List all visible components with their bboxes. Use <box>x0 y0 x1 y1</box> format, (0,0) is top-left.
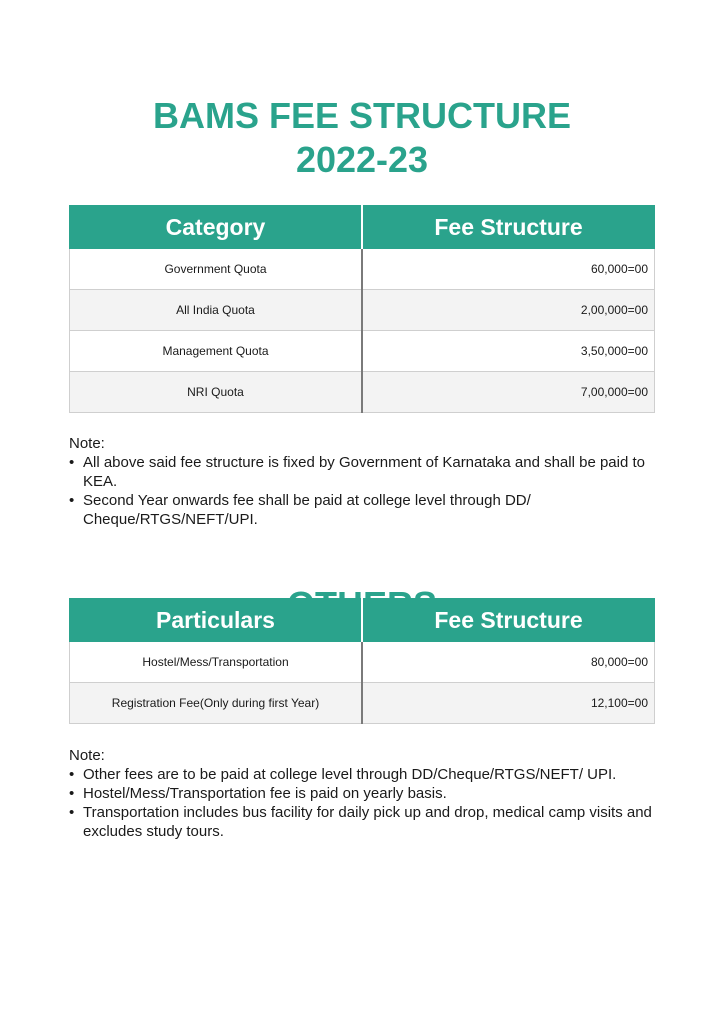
table-header-row <box>70 206 655 249</box>
note-item-text: Transportation includes bus facility for daily pick up and drop, medical camp visits and excludes study tours. <box>83 804 652 840</box>
note-item <box>69 784 659 803</box>
particulars-cell: Registration Fee(Only during first Year) <box>70 683 363 724</box>
particulars-cell: Hostel/Mess/Transportation <box>70 642 363 683</box>
fee-cell: 7,00,000=00 <box>362 372 655 413</box>
fee-cell: 12,100=00 <box>362 683 655 724</box>
note-list <box>69 765 659 841</box>
bullet-icon: • <box>69 492 75 509</box>
table-row <box>70 683 655 724</box>
note-main <box>69 434 659 529</box>
table-row <box>70 331 655 372</box>
bullet-icon: • <box>69 804 75 821</box>
fee-cell: 80,000=00 <box>362 642 655 683</box>
column-header-fee-structure: Fee Structure <box>362 206 655 249</box>
fee-structure-table <box>69 205 655 413</box>
page-title <box>0 94 724 182</box>
category-cell: Government Quota <box>70 249 363 290</box>
column-header-fee-structure: Fee Structure <box>362 599 655 642</box>
note-heading: Note: <box>69 435 105 452</box>
category-cell: Management Quota <box>70 331 363 372</box>
fee-cell: 2,00,000=00 <box>362 290 655 331</box>
table-row <box>70 290 655 331</box>
column-header-category: Category <box>70 206 363 249</box>
bullet-icon: • <box>69 766 75 783</box>
note-item-text: Other fees are to be paid at college level through DD/Cheque/RTGS/NEFT/ UPI. <box>83 766 617 783</box>
note-others <box>69 746 659 841</box>
note-list <box>69 453 659 529</box>
page-title-line-2: 2022-23 <box>295 139 429 181</box>
note-item <box>69 453 659 491</box>
note-item <box>69 765 659 784</box>
note-heading: Note: <box>69 747 105 764</box>
others-fee-table <box>69 598 655 724</box>
table-row <box>70 372 655 413</box>
fee-cell: 60,000=00 <box>362 249 655 290</box>
note-item-text: Hostel/Mess/Transportation fee is paid on yearly basis. <box>83 785 447 802</box>
fee-cell: 3,50,000=00 <box>362 331 655 372</box>
table-row <box>70 249 655 290</box>
note-item-text: All above said fee structure is fixed by Government of Karnataka and shall be paid to KEA. <box>83 454 645 490</box>
note-item <box>69 803 659 841</box>
page-title-line-1: BAMS FEE STRUCTURE <box>152 95 571 137</box>
category-cell: All India Quota <box>70 290 363 331</box>
column-header-particulars: Particulars <box>70 599 363 642</box>
table-header-row <box>70 599 655 642</box>
category-cell: NRI Quota <box>70 372 363 413</box>
table-row <box>70 642 655 683</box>
bullet-icon: • <box>69 454 75 471</box>
note-item-text: Second Year onwards fee shall be paid at college level through DD/ Cheque/RTGS/NEFT/UPI. <box>83 492 531 528</box>
note-item <box>69 491 659 529</box>
bullet-icon: • <box>69 785 75 802</box>
